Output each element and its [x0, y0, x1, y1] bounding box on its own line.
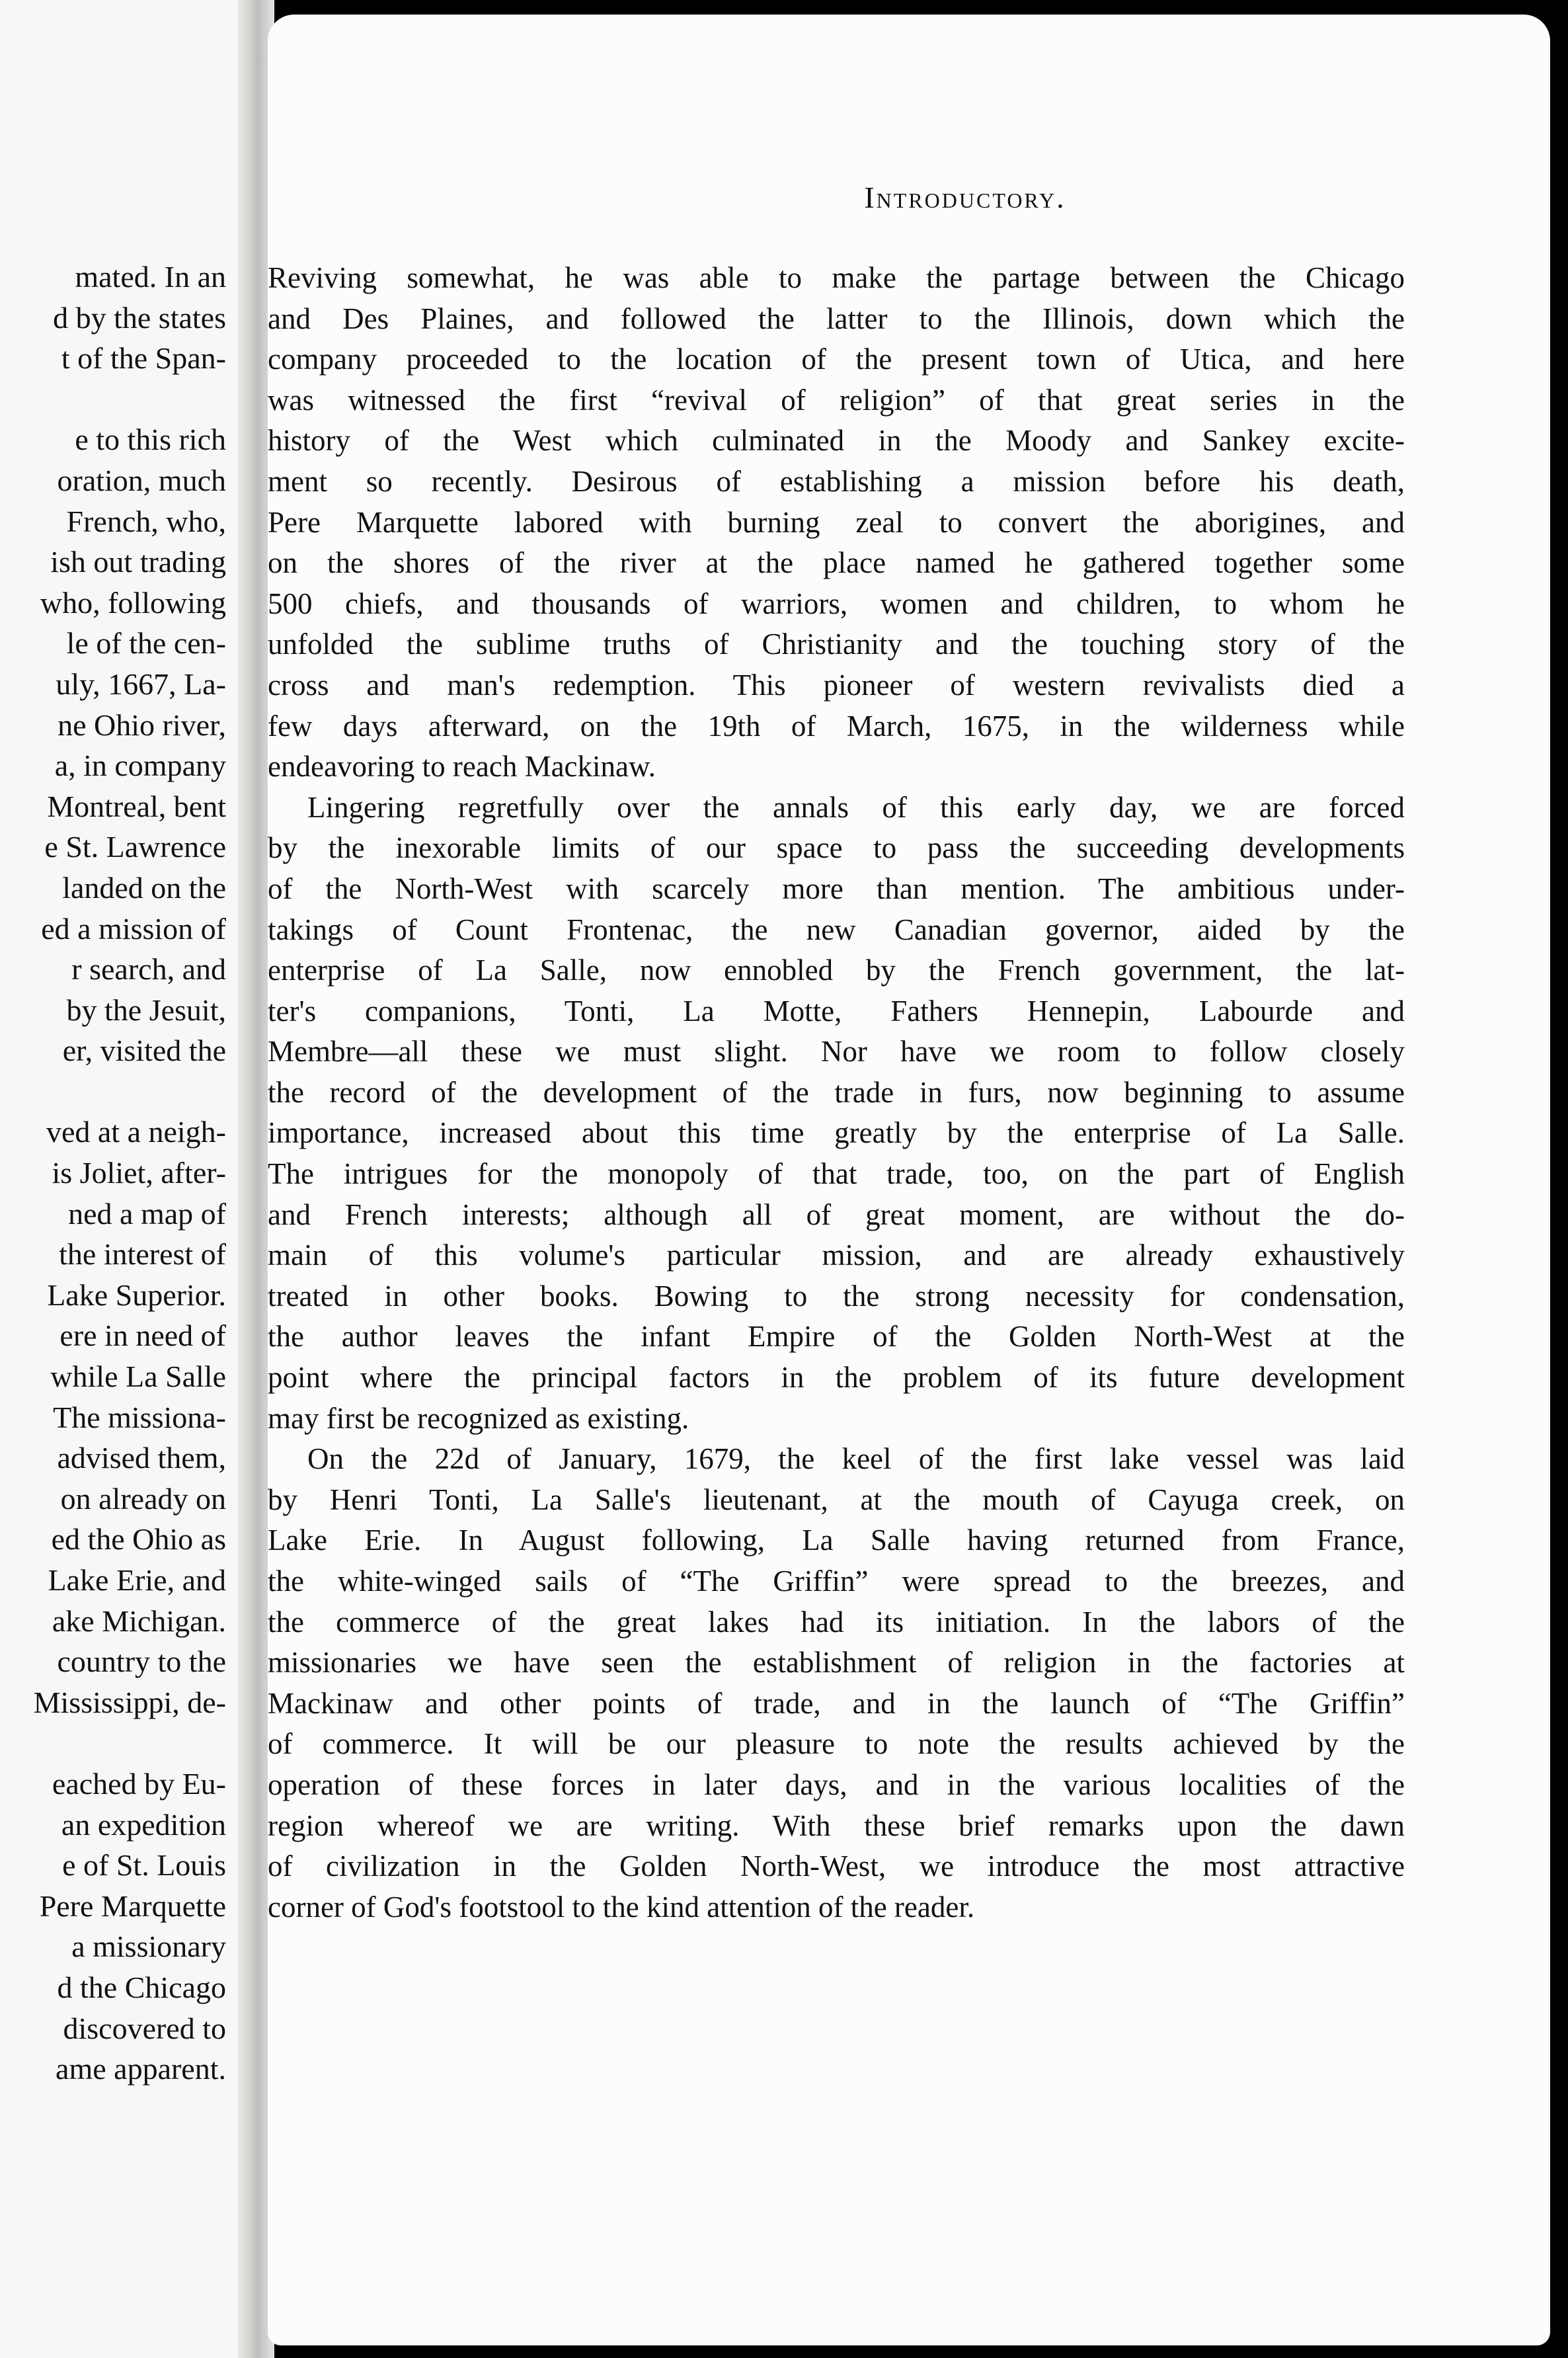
left-page-line: ere in need of	[59, 1319, 226, 1353]
text-line: unfolded the sublime truths of Christianity and the touching story of the	[268, 628, 1405, 661]
text-line: the white-winged sails of “The Griffin” were spread to the breezes, and	[268, 1565, 1405, 1598]
left-page-line: ed a mission of	[41, 911, 226, 946]
left-page-line: on already on	[60, 1481, 226, 1516]
left-page-line: e of St. Louis	[62, 1848, 226, 1883]
left-page-line: The missiona-	[53, 1400, 226, 1434]
paragraph	[268, 1439, 1405, 1928]
left-page-line: while La Salle	[50, 1360, 226, 1394]
text-line: and Des Plaines, and followed the latter to the Illinois, down which the	[268, 302, 1405, 335]
text-line: Lingering regretfully over the annals of this early day, we are forced	[307, 790, 1405, 824]
left-page-fragment	[0, 0, 238, 2358]
text-line: endeavoring to reach Mackinaw.	[268, 750, 656, 784]
left-page-line: Lake Erie, and	[48, 1563, 226, 1597]
text-line: of civilization in the Golden North-West, we introduce the most attractive	[268, 1850, 1405, 1883]
left-page-line: ne Ohio river,	[58, 708, 226, 742]
left-page-line: d the Chicago	[57, 1970, 226, 2004]
left-page-gap	[34, 379, 226, 420]
text-line: region whereof we are writing. With these brief remarks upon the dawn	[268, 1809, 1405, 1842]
text-line: The intrigues for the monopoly of that trade, too, on the part of English	[268, 1157, 1405, 1191]
text-line: by Henri Tonti, La Salle's lieutenant, at the mouth of Cayuga creek, on	[268, 1483, 1405, 1516]
text-line: On the 22d of January, 1679, the keel of the first lake vessel was laid	[307, 1442, 1405, 1476]
left-page-line: advised them,	[57, 1441, 226, 1475]
left-page-line: ned a map of	[68, 1196, 226, 1231]
left-page-line: eached by Eu-	[52, 1766, 226, 1801]
text-line: cross and man's redemption. This pioneer of western revivalists died a	[268, 668, 1405, 702]
text-line: company proceeded to the location of the present town of Utica, and here	[268, 343, 1405, 376]
left-page-line: t of the Span-	[61, 341, 226, 376]
paragraph	[268, 788, 1405, 1440]
text-line: takings of Count Frontenac, the new Canadian governor, aided by the	[268, 913, 1405, 946]
left-page-line: r search, and	[71, 952, 226, 987]
left-page-line: by the Jesuit,	[66, 993, 226, 1027]
text-line: and French interests; although all of great moment, are without the do-	[268, 1198, 1405, 1231]
body-text	[268, 258, 1405, 1928]
text-line: the author leaves the infant Empire of the Golden North-West at the	[268, 1320, 1405, 1354]
text-line: few days afterward, on the 19th of March, 1675, in the wilderness while	[268, 709, 1405, 743]
left-page-line: an expedition	[61, 1807, 226, 1842]
text-line: point where the principal factors in the problem of its future development	[268, 1361, 1405, 1395]
text-line: missionaries we have seen the establishment of religion in the factories at	[268, 1646, 1405, 1680]
paragraph	[268, 258, 1405, 788]
text-line: of commerce. It will be our pleasure to note the results achieved by the	[268, 1727, 1405, 1761]
left-page-line: who, following	[40, 585, 226, 620]
right-page	[268, 15, 1550, 2345]
text-line: Membre—all these we must slight. Nor have we room to follow closely	[268, 1035, 1405, 1069]
text-line: enterprise of La Salle, now ennobled by the French government, the lat-	[268, 954, 1405, 987]
left-page-line: e St. Lawrence	[44, 830, 226, 864]
left-page-gap	[34, 1071, 226, 1112]
left-page-line: French, who,	[66, 504, 226, 538]
text-line: on the shores of the river at the place named he gathered together some	[268, 546, 1405, 580]
text-line: Reviving somewhat, he was able to make the partage between the Chicago	[268, 261, 1405, 294]
text-line: by the inexorable limits of our space to pass the succeeding developments	[268, 831, 1405, 865]
text-line: Lake Erie. In August following, La Salle having returned from France,	[268, 1524, 1405, 1557]
left-page-line: discovered to	[63, 2011, 226, 2045]
text-line: was witnessed the first “revival of religion” of that great series in the	[268, 383, 1405, 417]
text-line: importance, increased about this time greatly by the enterprise of La Salle.	[268, 1116, 1405, 1150]
left-page-line: ved at a neigh-	[46, 1115, 226, 1149]
left-page-gap	[34, 1723, 226, 1764]
text-line: Pere Marquette labored with burning zeal to convert the aborigines, and	[268, 505, 1405, 539]
text-line: treated in other books. Bowing to the strong necessity for condensation,	[268, 1279, 1405, 1313]
left-page-line: landed on the	[62, 870, 226, 905]
left-page-line: Lake Superior.	[47, 1278, 226, 1312]
left-page-line: mated. In an	[75, 260, 226, 294]
text-line: history of the West which culminated in the Moody and Sankey excite-	[268, 424, 1405, 458]
text-line: main of this volume's particular mission, and are already exhaustively	[268, 1239, 1405, 1272]
left-page-line: a missionary	[71, 1930, 226, 1964]
text-line: the commerce of the great lakes had its initiation. In the labors of the	[268, 1605, 1405, 1639]
left-page-line: is Joliet, after-	[52, 1156, 226, 1190]
left-page-line: ish out trading	[50, 545, 226, 579]
text-line: ter's companions, Tonti, La Motte, Fathers Hennepin, Labourde and	[268, 994, 1405, 1028]
left-page-line: Montreal, bent	[47, 789, 226, 823]
left-page-line: ed the Ohio as	[51, 1522, 226, 1557]
left-page-line: Pere Marquette	[39, 1889, 226, 1923]
left-page-line: e to this rich	[75, 423, 226, 457]
left-page-line: le of the cen-	[66, 626, 226, 661]
left-page-line: oration, much	[57, 463, 226, 497]
left-page-line: Mississippi, de-	[33, 1685, 226, 1719]
left-page-line: ame apparent.	[56, 2052, 226, 2086]
left-page-line: country to the	[57, 1645, 226, 1679]
left-page-line: ake Michigan.	[52, 1604, 226, 1638]
text-line: 500 chiefs, and thousands of warriors, women and children, to whom he	[268, 587, 1405, 620]
left-page-line: d by the states	[53, 300, 226, 335]
text-line: of the North-West with scarcely more than mention. The ambitious under-	[268, 872, 1405, 905]
running-head: Introductory.	[864, 181, 1066, 214]
left-page-line: the interest of	[59, 1237, 226, 1272]
left-page-text	[34, 257, 226, 2090]
left-page-line: uly, 1667, La-	[56, 667, 226, 701]
text-line: Mackinaw and other points of trade, and in the launch of “The Griffin”	[268, 1686, 1405, 1720]
left-page-line: er, visited the	[62, 1034, 226, 1068]
text-line: the record of the development of the trade in furs, now beginning to assume	[268, 1075, 1405, 1109]
text-line: ment so recently. Desirous of establishing a mission before his death,	[268, 464, 1405, 498]
left-page-line: a, in company	[54, 749, 226, 783]
text-line: may first be recognized as existing.	[268, 1401, 689, 1435]
text-line: operation of these forces in later days, and in the various localities of the	[268, 1768, 1405, 1801]
text-line: corner of God's footstool to the kind attention of the reader.	[268, 1890, 975, 1924]
